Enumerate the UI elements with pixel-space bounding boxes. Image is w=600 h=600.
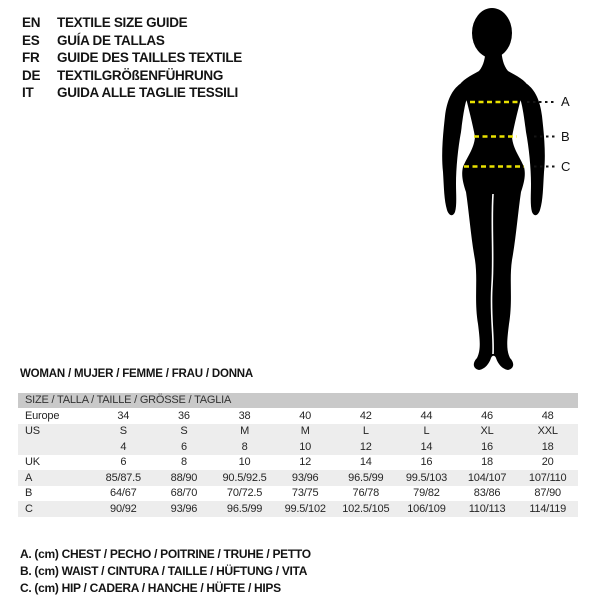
size-cell: 8 <box>241 440 248 453</box>
size-cell: 114/119 <box>529 502 567 515</box>
size-cell: 12 <box>359 440 372 453</box>
row-label: Europe <box>25 409 60 422</box>
size-cell: 14 <box>420 440 433 453</box>
size-cell: 83/86 <box>473 487 501 500</box>
language-code: FR <box>22 50 40 66</box>
row-label: C <box>25 502 33 515</box>
language-label: GUIDA ALLE TAGLIE TESSILI <box>57 85 238 101</box>
size-cell: 79/82 <box>413 487 440 500</box>
size-cell: 73/75 <box>291 487 319 500</box>
language-label: GUÍA DE TALLAS <box>57 32 165 48</box>
size-cell: 12 <box>299 456 312 469</box>
size-cell: 93/96 <box>291 471 319 484</box>
size-cell: 14 <box>359 456 372 469</box>
size-cell: S <box>180 425 188 438</box>
table-row <box>18 439 578 455</box>
size-cell: 64/67 <box>110 487 137 500</box>
size-cell: 40 <box>299 409 312 422</box>
size-cell: 76/78 <box>352 487 380 500</box>
size-cell: 104/107 <box>467 471 507 484</box>
size-cell: 90.5/92.5 <box>222 471 267 484</box>
size-cell: S <box>119 425 127 438</box>
legend-chest: A. (cm) CHEST / PECHO / POITRINE / TRUHE / PETTO <box>20 546 311 561</box>
legend-waist: B. (cm) WAIST / CINTURA / TAILLE / HÜFTUNG / VITA <box>20 563 308 578</box>
size-cell: M <box>300 425 310 438</box>
size-cell: 44 <box>420 409 433 422</box>
silhouette-head <box>472 8 512 58</box>
size-cell: 93/96 <box>170 502 198 515</box>
table-row <box>18 408 578 424</box>
row-label: US <box>25 425 40 438</box>
language-label: TEXTILGRÖßENFÜHRUNG <box>57 67 224 83</box>
size-cell: 48 <box>541 409 554 422</box>
size-table <box>18 393 578 517</box>
size-cell: XL <box>480 425 494 438</box>
row-label: A <box>25 471 33 484</box>
size-cell: 99.5/103 <box>405 471 448 484</box>
gender-title: WOMAN / MUJER / FEMME / FRAU / DONNA <box>20 368 254 380</box>
size-cell: 6 <box>180 440 187 453</box>
size-cell: 10 <box>299 440 312 453</box>
silhouette-torso-legs <box>458 48 529 370</box>
size-cell: XXL <box>537 425 558 438</box>
size-cell: 110/113 <box>468 502 506 515</box>
row-label: B <box>25 487 33 500</box>
table-row <box>18 486 578 502</box>
size-cell: 88/90 <box>170 471 198 484</box>
size-cell: 68/70 <box>170 487 198 500</box>
language-code: IT <box>22 85 34 101</box>
size-cell: 70/72.5 <box>226 487 263 500</box>
size-cell: 99.5/102 <box>284 502 326 515</box>
size-cell: 46 <box>481 409 493 422</box>
size-cell: 107/110 <box>528 471 567 484</box>
size-cell: 96.5/99 <box>348 471 384 484</box>
measurement-legend <box>20 545 311 596</box>
size-cell: L <box>423 425 430 438</box>
table-row <box>18 470 578 486</box>
marker-label-c: C <box>561 159 571 174</box>
language-code: EN <box>22 15 41 31</box>
size-cell: 96.5/99 <box>226 502 263 515</box>
row-label: UK <box>25 456 40 469</box>
size-cell: 16 <box>420 456 433 469</box>
language-code: DE <box>22 67 41 83</box>
size-cell: 36 <box>178 409 190 422</box>
table-row <box>18 424 578 440</box>
silhouette-left-arm <box>442 84 468 215</box>
size-cell: 38 <box>238 409 251 422</box>
legend-hip: C. (cm) HIP / CADERA / HANCHE / HÜFTE / HIPS <box>20 580 281 595</box>
size-cell: 102.5/105 <box>342 502 390 515</box>
language-label: TEXTILE SIZE GUIDE <box>57 15 188 31</box>
language-code: ES <box>22 32 40 48</box>
size-cell: 10 <box>238 456 251 469</box>
size-cell: 16 <box>481 440 493 453</box>
marker-label-b: B <box>561 129 570 144</box>
size-cell: 18 <box>481 456 493 469</box>
table-row <box>18 501 578 517</box>
size-cell: 90/92 <box>110 502 137 515</box>
size-cell: 18 <box>541 440 554 453</box>
size-cell: 106/109 <box>407 502 446 515</box>
size-cell: 6 <box>120 456 127 469</box>
size-cell: L <box>362 425 369 438</box>
marker-label-a: A <box>561 94 570 109</box>
size-cell: 42 <box>359 409 372 422</box>
size-table-body <box>18 408 578 517</box>
size-cell: 4 <box>120 440 127 453</box>
language-label: GUIDE DES TAILLES TEXTILE <box>57 50 243 66</box>
size-cell: M <box>240 425 250 438</box>
size-cell: 8 <box>180 456 187 469</box>
silhouette-right-arm <box>519 84 545 215</box>
size-table-header: SIZE / TALLA / TAILLE / GRÖSSE / TAGLIA <box>18 393 578 408</box>
table-row <box>18 455 578 471</box>
size-cell: 85/87.5 <box>105 471 141 484</box>
size-cell: 20 <box>541 456 554 469</box>
size-cell: 34 <box>117 409 130 422</box>
size-cell: 87/90 <box>534 487 561 500</box>
